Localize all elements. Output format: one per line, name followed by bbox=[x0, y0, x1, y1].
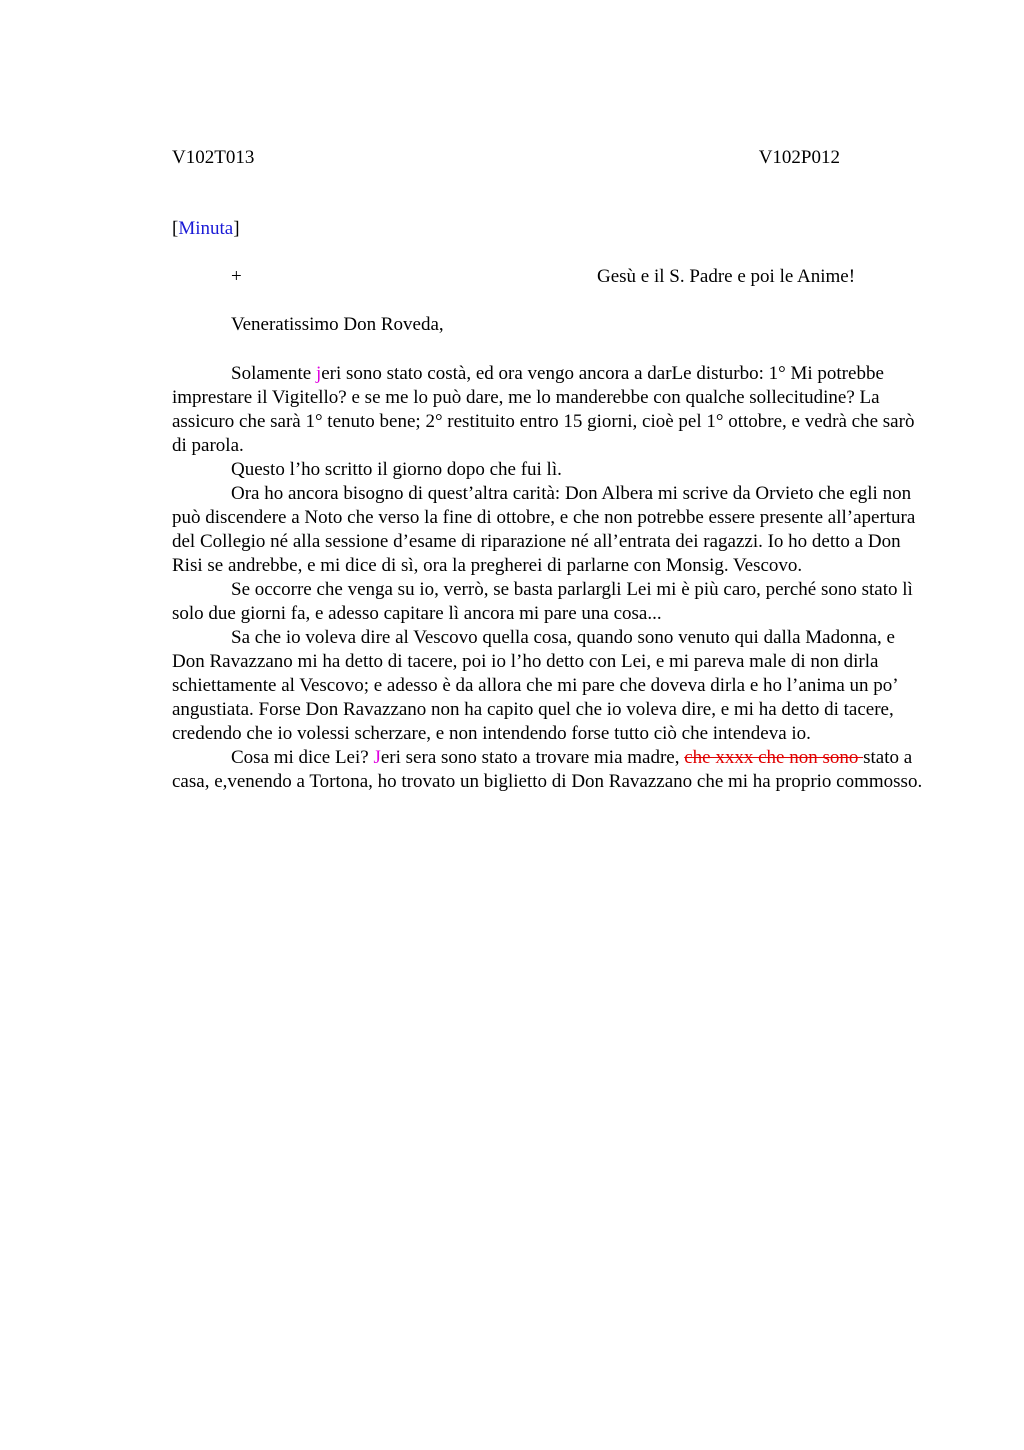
minuta-label bbox=[172, 218, 240, 240]
paragraph-6-highlight: J bbox=[373, 747, 381, 768]
paragraph-6-deleted-text: che xxxx che non sono bbox=[684, 747, 864, 768]
minuta-open-bracket: [ bbox=[172, 218, 179, 239]
salutation: Veneratissimo Don Roveda, bbox=[231, 314, 444, 335]
minuta-word: Minuta bbox=[178, 218, 234, 239]
document-id-left: V102T013 bbox=[172, 147, 255, 168]
letter-body bbox=[172, 362, 924, 794]
cross-symbol: + bbox=[231, 266, 242, 287]
paragraph-6-post: stato a casa, e,venendo a Tortona, ho trovato un biglietto di Don Ravazzano che mi ha proprio commosso. bbox=[172, 747, 923, 792]
paragraph-3: Ora ho ancora bisogno di quest’altra carità: Don Albera mi scrive da Orvieto che egli non può discendere a Noto che verso la fine di ottobre, e che non potrebbe essere presente all’apertura del Collegio né alla sessione d’esame di riparazione né all’entrata dei ragazzi. Io ho detto a Don Risi se andrebbe, e mi dice di sì, ora la pregherei di parlarne con Monsig. Vescovo. bbox=[172, 483, 916, 576]
paragraph-1-highlight: j bbox=[315, 363, 322, 384]
document-id-right: V102P012 bbox=[758, 147, 840, 168]
paragraph-4: Se occorre che venga su io, verrò, se basta parlargli Lei mi è più caro, perché sono stato lì solo due giorni fa, e adesso capitare lì ancora mi pare una cosa... bbox=[172, 579, 913, 624]
paragraph-1-post: eri sono stato costà, ed ora vengo ancora a darLe disturbo: 1° Mi potrebbe imprestare il Vigitello? e se me lo può dare, me lo manderebbe con qualche sollecitudine? La assicuro che sarà 1° tenuto bene; 2° restituito entro 15 giorni, cioè pel 1° ottobre, e vedrà che sarò di parola. bbox=[172, 363, 915, 456]
paragraph-2: Questo l’ho scritto il giorno dopo che fui lì. bbox=[231, 459, 562, 480]
paragraph-6-mid: eri sera sono stato a trovare mia madre, bbox=[380, 747, 685, 768]
paragraph-6-pre: Cosa mi dice Lei? bbox=[231, 747, 374, 768]
paragraph-6 bbox=[172, 746, 924, 794]
minuta-close-bracket: ] bbox=[233, 218, 240, 239]
paragraph-1-pre: Solamente bbox=[231, 363, 316, 384]
paragraph-5: Sa che io voleva dire al Vescovo quella cosa, quando sono venuto qui dalla Madonna, e Don Ravazzano mi ha detto di tacere, poi io l’ho detto con Lei, e mi pareva male di non dirla schiettamente al Vescovo; e adesso è da allora che mi pare che doveva dirla e ho l’anima un po’ angustiata. Forse Don Ravazzano non ha capito quel che io voleva dire, e mi ha detto di tacere, credendo che io volessi scherzare, e non intendendo forse tutto ciò che intendeva io. bbox=[172, 627, 898, 744]
motto-line: Gesù e il S. Padre e poi le Anime! bbox=[597, 266, 856, 287]
paragraph-1 bbox=[172, 362, 924, 458]
document-ids bbox=[172, 147, 840, 171]
